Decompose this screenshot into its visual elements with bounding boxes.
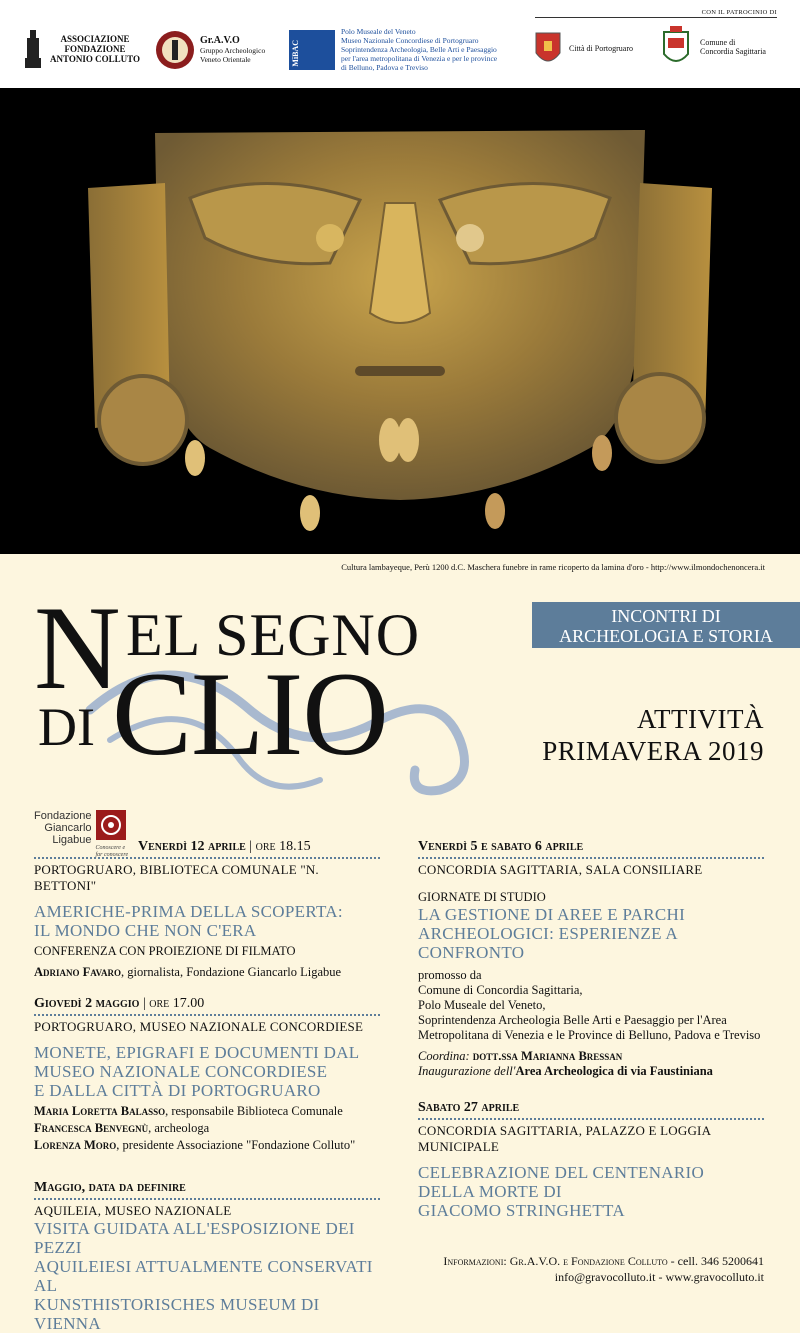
season-label: ATTIVITÀ PRIMAVERA 2019 <box>542 704 764 766</box>
photo-caption: Cultura lambayeque, Perù 1200 d.C. Maschera funebre in rame ricoperto da lamina d'oro - http://www.ilmondochenoncera.it <box>341 562 765 572</box>
concordia-crest-icon <box>658 24 694 70</box>
ligabue-emblem-icon <box>96 810 126 840</box>
title-initial: N <box>34 581 119 714</box>
colluto-statue-icon <box>22 28 44 70</box>
contact-info: Informazioni: Gr.A.V.O. e Fondazione Colluto - cell. 346 5200641 info@gravocolluto.it - www.gravocolluto.it <box>410 1253 764 1285</box>
logo-portogruaro: Città di Portogruaro <box>533 27 633 69</box>
contact-email-web[interactable]: info@gravocolluto.it - www.gravocolluto.it <box>554 1270 764 1284</box>
title-di: DI <box>38 697 95 757</box>
header-logos <box>0 0 800 88</box>
event-4: Venerdì 5 e sabato 6 aprile CONCORDIA SAGITTARIA, SALA CONSILIARE GIORNATE DI STUDIO LA GESTIONE DI AREE E PARCHI ARCHEOLOGICI: ESPERIENZE A CONFRONTO promosso da Comune di Concordia Sagittaria, Polo Museale del Veneto, Soprintendenza Archeologia Belle Arti e Paesaggio per l'Area Metropolitana di Venezia e le Province di Belluno, Padova e Treviso Coordina: dott.ssa Marianna Bressan Inaugurazione dell'Area Archeologica di via Faustiniana <box>418 839 764 1079</box>
series-badge: INCONTRI DI ARCHEOLOGIA E STORIA <box>532 602 800 648</box>
patronage-label: CON IL PATROCINIO DI <box>535 9 777 18</box>
logo-concordia: Comune di Concordia Sagittaria <box>658 24 766 70</box>
event-1: Venerdì 12 aprile | ore 18.15 PORTOGRUARO, BIBLIOTECA COMUNALE "N. BETTONI" AMERICHE-PRIMA DELLA SCOPERTA: IL MONDO CHE NON C'ERA CONFERENZA CON PROIEZIONE DI FILMATO Adriano Favaro, giornalista, Fondazione Giancarlo Ligabue <box>34 839 380 980</box>
title-clio: CLIO <box>112 647 388 780</box>
title-main: EL SEGNO <box>126 602 421 668</box>
hero-photo-mask <box>0 88 800 554</box>
logo-gravo: Gr.A.V.O Gruppo Archeologico Veneto Orientale <box>155 30 265 70</box>
golden-mask-illustration <box>0 88 800 554</box>
portogruaro-crest-icon <box>533 27 563 69</box>
logo-fondazione-colluto: ASSOCIAZIONE FONDAZIONE ANTONIO COLLUTO <box>22 28 140 70</box>
logo-fondazione-ligabue: Fondazione Giancarlo Ligabue Conoscere e far conoscere <box>34 810 129 858</box>
event-5: Sabato 27 aprile CONCORDIA SAGITTARIA, PALAZZO E LOGGIA MUNICIPALE CELEBRAZIONE DEL CENTENARIO DELLA MORTE DI GIACOMO STRINGHETTA <box>418 1100 764 1220</box>
event-2: Giovedì 2 maggio | ore 17.00 PORTOGRUARO, MUSEO NAZIONALE CONCORDIESE MONETE, EPIGRAFI E DOCUMENTI DAL MUSEO NAZIONALE CONCORDIESE E DALLA CITTÀ DI PORTOGRUARO Maria Loretta Balasso, responsabile Biblioteca Comunale Francesca Benvegnù, archeologa Lorenza Moro, presidente Associazione "Fondazione Colluto" <box>34 996 380 1153</box>
event-3: Maggio, data da definire AQUILEIA, MUSEO NAZIONALE VISITA GUIDATA ALL'ESPOSIZIONE DEI PEZZI AQUILEIESI ATTUALMENTE CONSERVATI AL KUNSTHISTORISCHES MUSEUM DI VIENNA <box>34 1180 380 1333</box>
logo-mibac: MiBAC Polo Museale del Veneto Museo Nazionale Concordiese di Portogruaro Soprintendenza Archeologia, Belle Arti e Paesaggio per l'area metropolitana di Venezia e per le province di Belluno, Padova e Treviso <box>291 27 498 72</box>
gravo-emblem-icon <box>155 30 195 70</box>
mibac-badge-icon: MiBAC <box>289 30 335 70</box>
